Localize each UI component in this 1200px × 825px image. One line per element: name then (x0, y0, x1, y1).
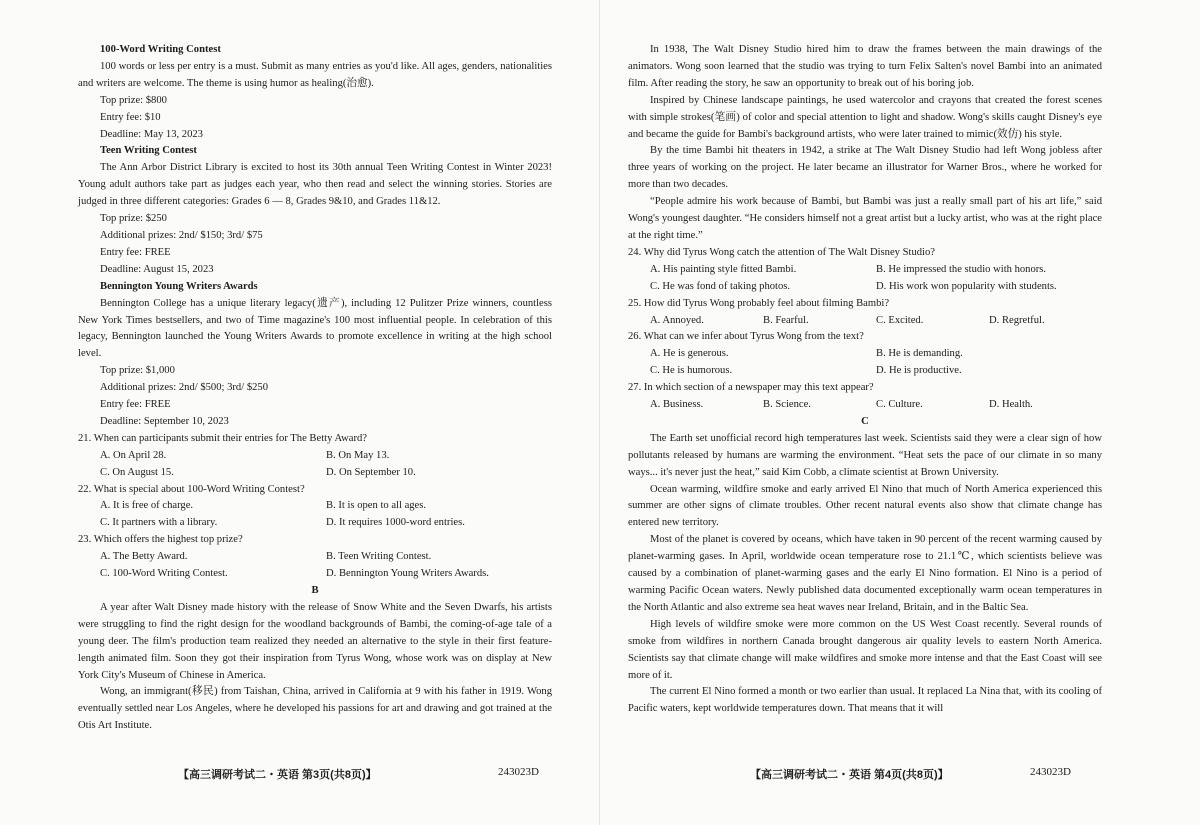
answer-option: A. Business. (650, 399, 704, 411)
question: 21. When can participants submit their entries for The Betty Award? (78, 432, 367, 444)
paragraph: Most of the planet is covered by oceans, which have taken in 90 percent of the recent warming caused by planet-warming gases. In April, worldwide ocean temperature rose to 21.1℃, which scientists believe was caused by a combination of planet-warming gases and the early El Nino formation. El Nino is a period of warming Pacific Ocean waters. Newly published data documented exceptionally warm ocean temperatures in the North Atlantic and also extreme sea heat waves near Ireland, Britain, and in the Baltic Sea. (628, 534, 1102, 613)
answer-option: D. Regretful. (989, 314, 1045, 326)
right-column-text (628, 42, 1102, 718)
paragraph: 100 words or less per entry is a must. Submit as many entries as you'd like. All ages, genders, nationalities and writers are welcome. The theme is using humor as healing(治愈). (78, 60, 552, 89)
question: 23. Which offers the highest top prize? (78, 534, 243, 546)
answer-options (78, 448, 552, 482)
answer-option: C. He was fond of taking photos. (650, 280, 791, 292)
answer-options (628, 313, 1102, 330)
detail-line: Top prize: $1,000 (100, 365, 175, 377)
paragraph: The Ann Arbor District Library is excited to host its 30th annual Teen Writing Contest in Winter 2023! Young adult authors take part as judges each year, who then read and select the winning stories. Stories are judged in three different categories: Grades 6 — 8, Grades 9&10, and Grades 11&12. (78, 162, 552, 208)
paragraph: Inspired by Chinese landscape paintings, he used watercolor and crayons that created the forest scenes with simple strokes(笔画) of color and special attention to light and shadow. Wong's skills caught Disney's eye and became the guide for Bambi's background artists, who were later trained to mimic(效仿) his style. (628, 94, 1102, 140)
right-footer-title: 【高三调研考试二・英语 第4页(共8页)】 (750, 769, 949, 781)
answer-options (628, 397, 1102, 414)
answer-option: B. Teen Writing Contest. (326, 551, 432, 563)
detail-line: Entry fee: $10 (100, 111, 161, 123)
detail-line: Additional prizes: 2nd/ $150; 3rd/ $75 (100, 229, 263, 241)
answer-options (78, 498, 552, 532)
question: 24. Why did Tyrus Wong catch the attention of The Walt Disney Studio? (628, 246, 935, 258)
left-footer-code: 243023D (498, 766, 539, 778)
answer-option: A. He is generous. (650, 348, 729, 360)
paragraph: High levels of wildfire smoke were more common on the US West Coast recently. Several rounds of smoke from wildfires in northern Canada brought dangerous air quality levels to eastern North America. Scientists say that climate change will make wildfires and smoke more intense and that the East Coast will see more of it. (628, 618, 1102, 681)
detail-line: Top prize: $250 (100, 213, 167, 225)
answer-option: C. 100-Word Writing Contest. (100, 568, 228, 580)
paragraph: Bennington College has a unique literary legacy(遗产), including 12 Pulitzer Prize winners, countless New York Times bestsellers, and two of Time magazine's 100 most influential people. In celebration of this legacy, Bennington launched the Young Writers Awards to promote excellence in writing at the high school level. (78, 297, 552, 360)
section-heading: 100-Word Writing Contest (100, 44, 221, 55)
question: 25. How did Tyrus Wong probably feel about filming Bambi? (628, 297, 890, 309)
answer-option: C. He is humorous. (650, 365, 733, 377)
right-page (600, 0, 1200, 825)
answer-option: B. He impressed the studio with honors. (876, 263, 1047, 275)
answer-option: A. The Betty Award. (100, 551, 188, 563)
left-footer-title: 【高三调研考试二・英语 第3页(共8页)】 (178, 769, 377, 781)
detail-line: Entry fee: FREE (100, 246, 171, 258)
paragraph: Wong, an immigrant(移民) from Taishan, China, arrived in California at 9 with his father in 1919. Wong eventually settled near Los Angeles, where he developed his passions for art and drawing and got trained at the Otis Art Institute. (78, 686, 552, 732)
answer-option: B. Science. (763, 399, 811, 411)
question: 26. What can we infer about Tyrus Wong from the text? (628, 331, 864, 343)
answer-option: A. It is free of charge. (100, 500, 194, 512)
section-heading: Bennington Young Writers Awards (100, 280, 258, 292)
answer-option: B. He is demanding. (876, 348, 963, 360)
detail-line: Deadline: September 10, 2023 (100, 415, 229, 427)
answer-option: D. Bennington Young Writers Awards. (326, 568, 489, 580)
question: 27. In which section of a newspaper may this text appear? (628, 382, 874, 394)
section-letter: B (311, 585, 319, 596)
answer-option: D. Health. (989, 399, 1033, 411)
answer-options (78, 549, 552, 583)
answer-option: D. He is productive. (876, 365, 962, 377)
section-letter: C (861, 415, 869, 427)
answer-option: C. On August 15. (100, 466, 174, 478)
answer-option: B. Fearful. (763, 314, 809, 326)
answer-option: D. On September 10. (326, 466, 416, 478)
detail-line: Deadline: May 13, 2023 (100, 128, 203, 140)
answer-option: D. It requires 1000-word entries. (326, 517, 465, 529)
answer-options (628, 346, 1102, 380)
left-column-text (78, 42, 552, 735)
paragraph: By the time Bambi hit theaters in 1942, a strike at The Walt Disney Studio had left Wong jobless after three years of working on the project. He later became an illustrator for Warner Bros., where he worked for more than two decades. (628, 145, 1102, 191)
paragraph: “People admire his work because of Bambi, but Bambi was just a really small part of his art life,” said Wong's youngest daughter. “He considers himself not a great artist but a lucky artist, who was at the right place at the right time.” (628, 196, 1102, 241)
paragraph: The current El Nino formed a month or two earlier than usual. It replaced La Nina that, with its cooling of Pacific waters, kept worldwide temperatures down. That means that it will (628, 686, 1102, 715)
answer-option: C. Excited. (876, 314, 924, 326)
answer-options (628, 262, 1102, 296)
question: 22. What is special about 100-Word Writing Contest? (78, 483, 305, 495)
answer-option: A. His painting style fitted Bambi. (650, 263, 797, 275)
answer-option: A. Annoyed. (650, 314, 704, 326)
answer-option: D. His work won popularity with students. (876, 280, 1057, 292)
paragraph: A year after Walt Disney made history with the release of Snow White and the Seven Dwarfs, his artists were struggling to find the right design for the woodland backgrounds of Bambi, the coming-of-age tale of a young deer. The film's production team realized they needed an alternative to the style in their first feature-length animated film. Soon they got their inspiration from Tyrus Wong, whose work was on display at New York City's Museum of Chinese in America. (78, 601, 552, 681)
answer-option: A. On April 28. (100, 449, 167, 461)
detail-line: Additional prizes: 2nd/ $500; 3rd/ $250 (100, 382, 269, 394)
paragraph: In 1938, The Walt Disney Studio hired him to draw the frames between the main drawings of the animators. Wong soon learned that the studio was trying to turn Felix Salten's novel Bambi into an animated film. After reading the story, he saw an opportunity to break out of his boring job. (628, 44, 1102, 89)
answer-option: C. Culture. (876, 399, 923, 411)
right-footer-code: 243023D (1030, 766, 1071, 778)
answer-option: B. On May 13. (326, 449, 390, 461)
detail-line: Entry fee: FREE (100, 399, 171, 411)
paragraph: Ocean warming, wildfire smoke and early arrived El Nino that much of North America experienced this summer are other signs of climate troubles. Other recent natural events also show that climate change has entered new territory. (628, 483, 1102, 529)
detail-line: Top prize: $800 (100, 94, 167, 106)
answer-option: B. It is open to all ages. (326, 500, 427, 512)
answer-option: C. It partners with a library. (100, 517, 218, 529)
paragraph: The Earth set unofficial record high temperatures last week. Scientists said they were a clear sign of how pollutants released by humans are warming the environment. “Heat sets the pace of our climate in so many ways... it's never just the heat,” said Kim Cobb, a climate scientist at Brown University. (628, 432, 1102, 478)
detail-line: Deadline: August 15, 2023 (100, 263, 214, 275)
section-heading: Teen Writing Contest (100, 145, 197, 157)
